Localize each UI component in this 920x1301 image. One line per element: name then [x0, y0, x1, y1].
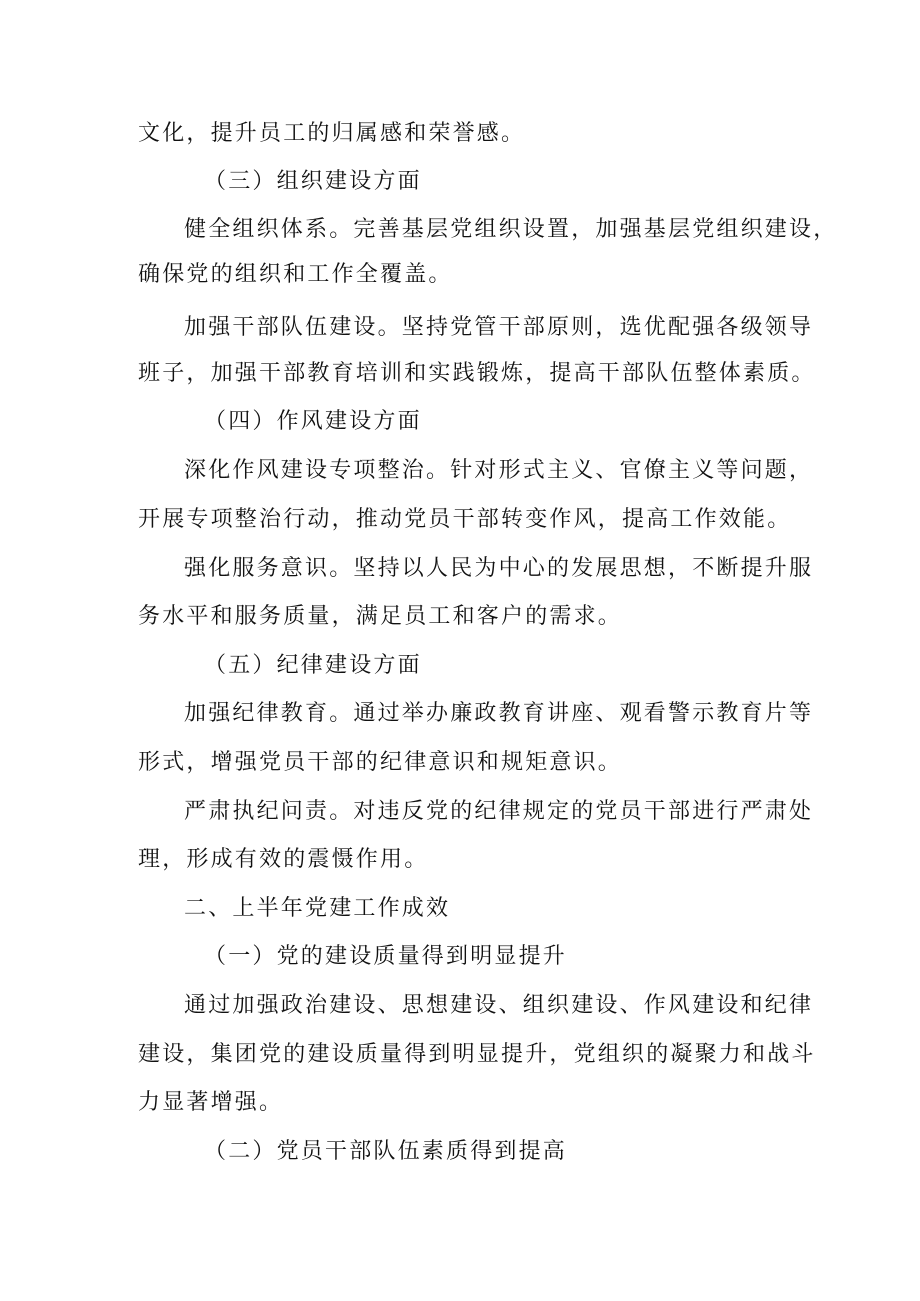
- section-heading-discipline: （五）纪律建设方面: [204, 653, 422, 678]
- section-heading-party-quality: （一）党的建设质量得到明显提升: [204, 944, 568, 969]
- paragraph-line: 健全组织体系。完善基层党组织设置，加强基层党组织建设，: [184, 217, 838, 242]
- paragraph-line: 确保党的组织和工作全覆盖。: [138, 262, 453, 287]
- paragraph-line: 严肃执纪问责。对违反党的纪律规定的党员干部进行严肃处: [184, 799, 814, 824]
- paragraph-line: 加强纪律教育。通过举办廉政教育讲座、观看警示教育片等: [184, 701, 814, 726]
- paragraph-line: 理，形成有效的震慑作用。: [138, 847, 429, 872]
- paragraph-continuation: 文化，提升员工的归属感和荣誉感。: [138, 121, 526, 146]
- paragraph-line: 力显著增强。: [138, 1090, 284, 1115]
- paragraph-line: 加强干部队伍建设。坚持党管干部原则，选优配强各级领导: [184, 315, 814, 340]
- paragraph-line: 强化服务意识。坚持以人民为中心的发展思想，不断提升服: [184, 556, 814, 581]
- section-heading-cadre-quality: （二）党员干部队伍素质得到提高: [204, 1139, 568, 1164]
- paragraph-line: 务水平和服务质量，满足员工和客户的需求。: [138, 604, 623, 629]
- chapter-heading-achievements: 二、上半年党建工作成效: [184, 896, 451, 921]
- paragraph-line: 开展专项整治行动，推动党员干部转变作风，提高工作效能。: [138, 507, 792, 532]
- paragraph-line: 班子，加强干部教育培训和实践锻炼，提高干部队伍整体素质。: [138, 361, 816, 386]
- paragraph-line: 建设，集团党的建设质量得到明显提升，党组织的凝聚力和战斗: [138, 1042, 816, 1067]
- section-heading-work-style: （四）作风建设方面: [204, 409, 422, 434]
- paragraph-line: 形式，增强党员干部的纪律意识和规矩意识。: [138, 750, 623, 775]
- paragraph-line: 深化作风建设专项整治。针对形式主义、官僚主义等问题，: [184, 458, 814, 483]
- section-heading-organization: （三）组织建设方面: [204, 169, 422, 194]
- paragraph-line: 通过加强政治建设、思想建设、组织建设、作风建设和纪律: [184, 993, 814, 1018]
